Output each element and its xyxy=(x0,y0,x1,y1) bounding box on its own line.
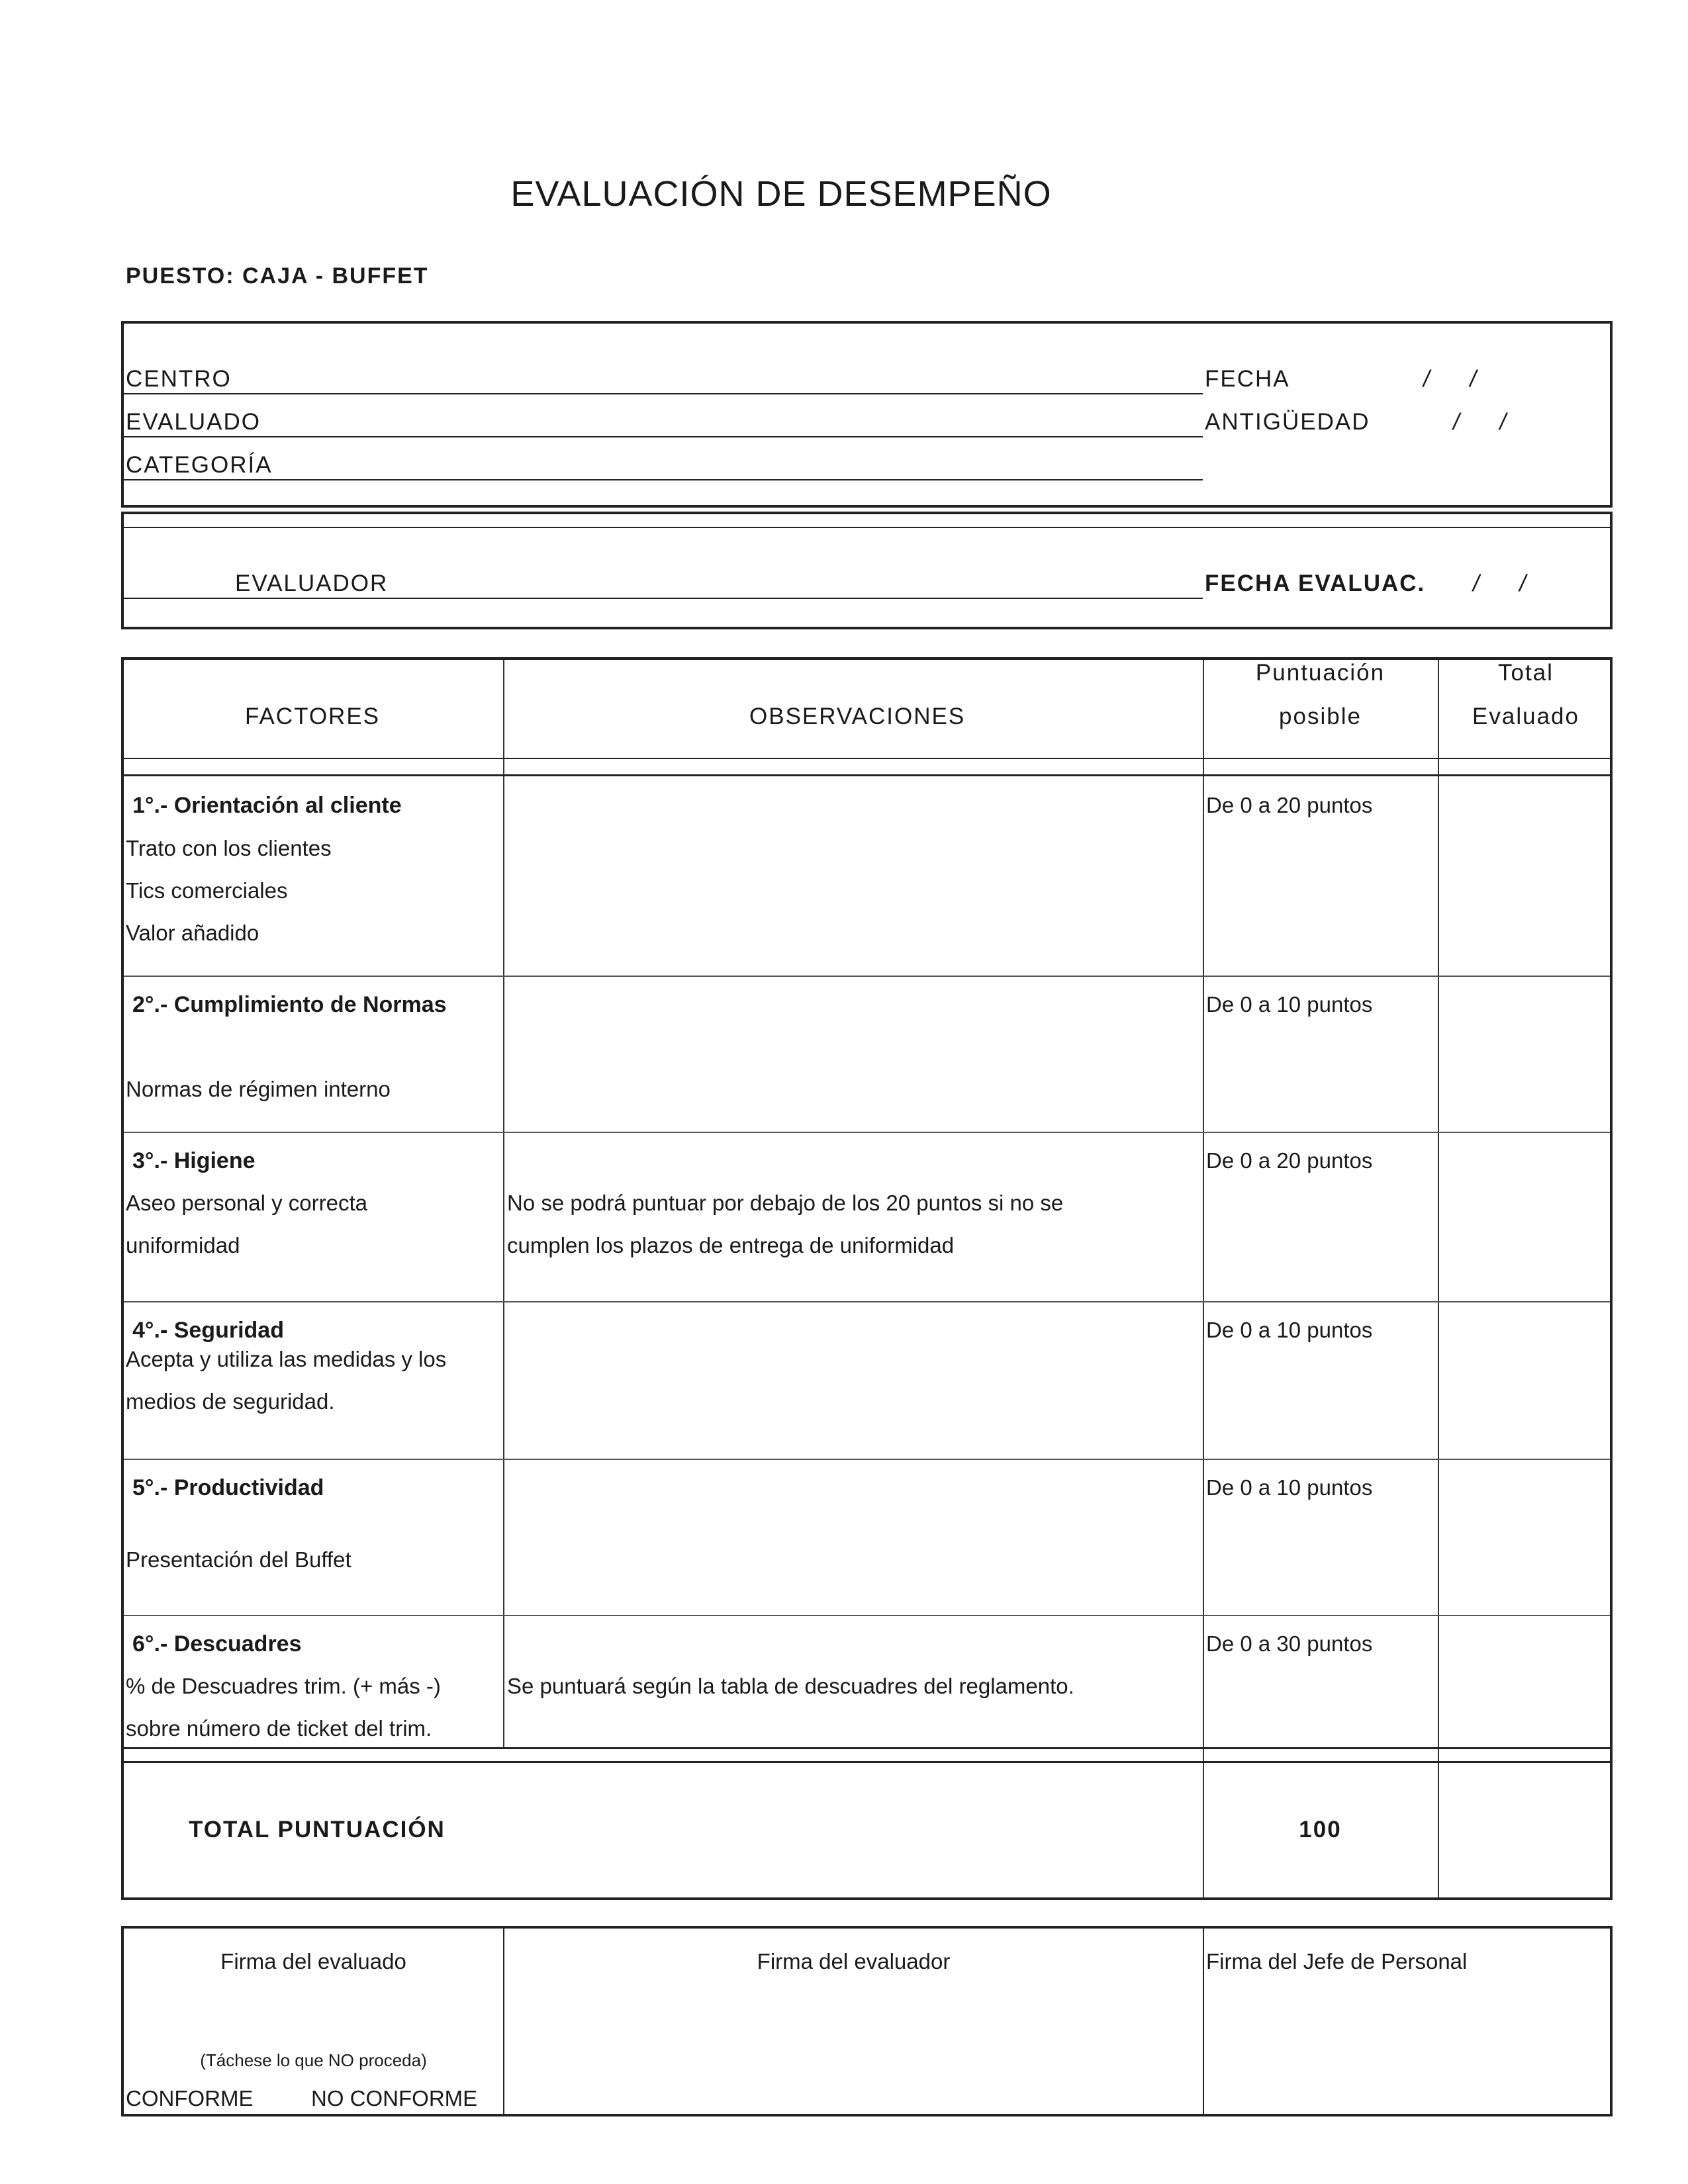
total-puntuacion-value: 100 xyxy=(1299,1817,1342,1843)
fecha-label: FECHA xyxy=(1205,366,1290,392)
row-3-title: 3°.- Higiene xyxy=(132,1148,256,1173)
row-3-puntuacion: De 0 a 20 puntos xyxy=(1206,1148,1373,1173)
puesto-label: PUESTO: CAJA - BUFFET xyxy=(126,263,429,289)
fecha-slashes: / / xyxy=(1423,366,1478,392)
centro-label: CENTRO xyxy=(126,366,232,392)
header-factores: FACTORES xyxy=(245,704,381,729)
antiguedad-label: ANTIGÜEDAD xyxy=(1205,409,1370,435)
row-3-observacion-2: cumplen los plazos de entrega de uniformidad xyxy=(507,1233,955,1257)
row-1-item-3: Valor añadido xyxy=(126,921,259,945)
no-conforme-option[interactable]: NO CONFORME xyxy=(311,2086,478,2111)
row-6-item-1: % de Descuadres trim. (+ más -) xyxy=(126,1674,441,1698)
firma-evaluado-label: Firma del evaluado xyxy=(220,1949,406,1974)
row-1-item-2: Tics comerciales xyxy=(126,878,288,903)
header-puntuacion-2: posible xyxy=(1279,704,1362,729)
header-observaciones: OBSERVACIONES xyxy=(749,704,966,729)
antiguedad-slashes: / / xyxy=(1453,409,1508,435)
fecha-evaluac-label: FECHA EVALUAC. xyxy=(1205,570,1426,596)
header-total-1: Total xyxy=(1498,660,1554,686)
row-2-item-2: Normas de régimen interno xyxy=(126,1077,391,1101)
row-1-puntuacion: De 0 a 20 puntos xyxy=(1206,793,1373,817)
conforme-option[interactable]: CONFORME xyxy=(126,2086,254,2111)
row-1-item-1: Trato con los clientes xyxy=(126,836,332,860)
row-5-item-2: Presentación del Buffet xyxy=(126,1547,352,1572)
row-5-title: 5°.- Productividad xyxy=(132,1475,324,1500)
row-1-title: 1°.- Orientación al cliente xyxy=(132,793,402,818)
row-3-observacion-1: No se podrá puntuar por debajo de los 20 puntos si no se xyxy=(507,1191,1064,1215)
evaluador-label: EVALUADOR xyxy=(235,570,389,596)
evaluado-label: EVALUADO xyxy=(126,409,261,435)
row-5-puntuacion: De 0 a 10 puntos xyxy=(1206,1475,1373,1500)
row-6-puntuacion: De 0 a 30 puntos xyxy=(1206,1631,1373,1656)
row-4-puntuacion: De 0 a 10 puntos xyxy=(1206,1318,1373,1342)
row-3-item-2: uniformidad xyxy=(126,1233,240,1257)
row-4-title: 4°.- Seguridad xyxy=(132,1318,284,1343)
header-puntuacion-1: Puntuación xyxy=(1255,660,1385,686)
tachese-note: (Táchese lo que NO proceda) xyxy=(200,2050,427,2070)
header-total-2: Evaluado xyxy=(1472,704,1579,729)
row-6-item-2: sobre número de ticket del trim. xyxy=(126,1716,432,1741)
firma-evaluador-label: Firma del evaluador xyxy=(757,1949,951,1974)
row-3-item-1: Aseo personal y correcta xyxy=(126,1191,368,1215)
row-6-title: 6°.- Descuadres xyxy=(132,1631,302,1657)
row-2-title: 2°.- Cumplimiento de Normas xyxy=(132,992,447,1017)
row-4-item-1: Acepta y utiliza las medidas y los xyxy=(126,1347,447,1371)
fecha-evaluac-slashes: / / xyxy=(1473,570,1528,596)
row-4-item-2: medios de seguridad. xyxy=(126,1389,335,1414)
page-title: EVALUACIÓN DE DESEMPEÑO xyxy=(510,174,1052,214)
total-puntuacion-label: TOTAL PUNTUACIÓN xyxy=(189,1817,445,1843)
categoria-label: CATEGORÍA xyxy=(126,452,273,478)
firma-jefe-label: Firma del Jefe de Personal xyxy=(1206,1949,1468,1974)
row-2-puntuacion: De 0 a 10 puntos xyxy=(1206,992,1373,1017)
row-6-observacion-1: Se puntuará según la tabla de descuadres del reglamento. xyxy=(507,1674,1074,1698)
